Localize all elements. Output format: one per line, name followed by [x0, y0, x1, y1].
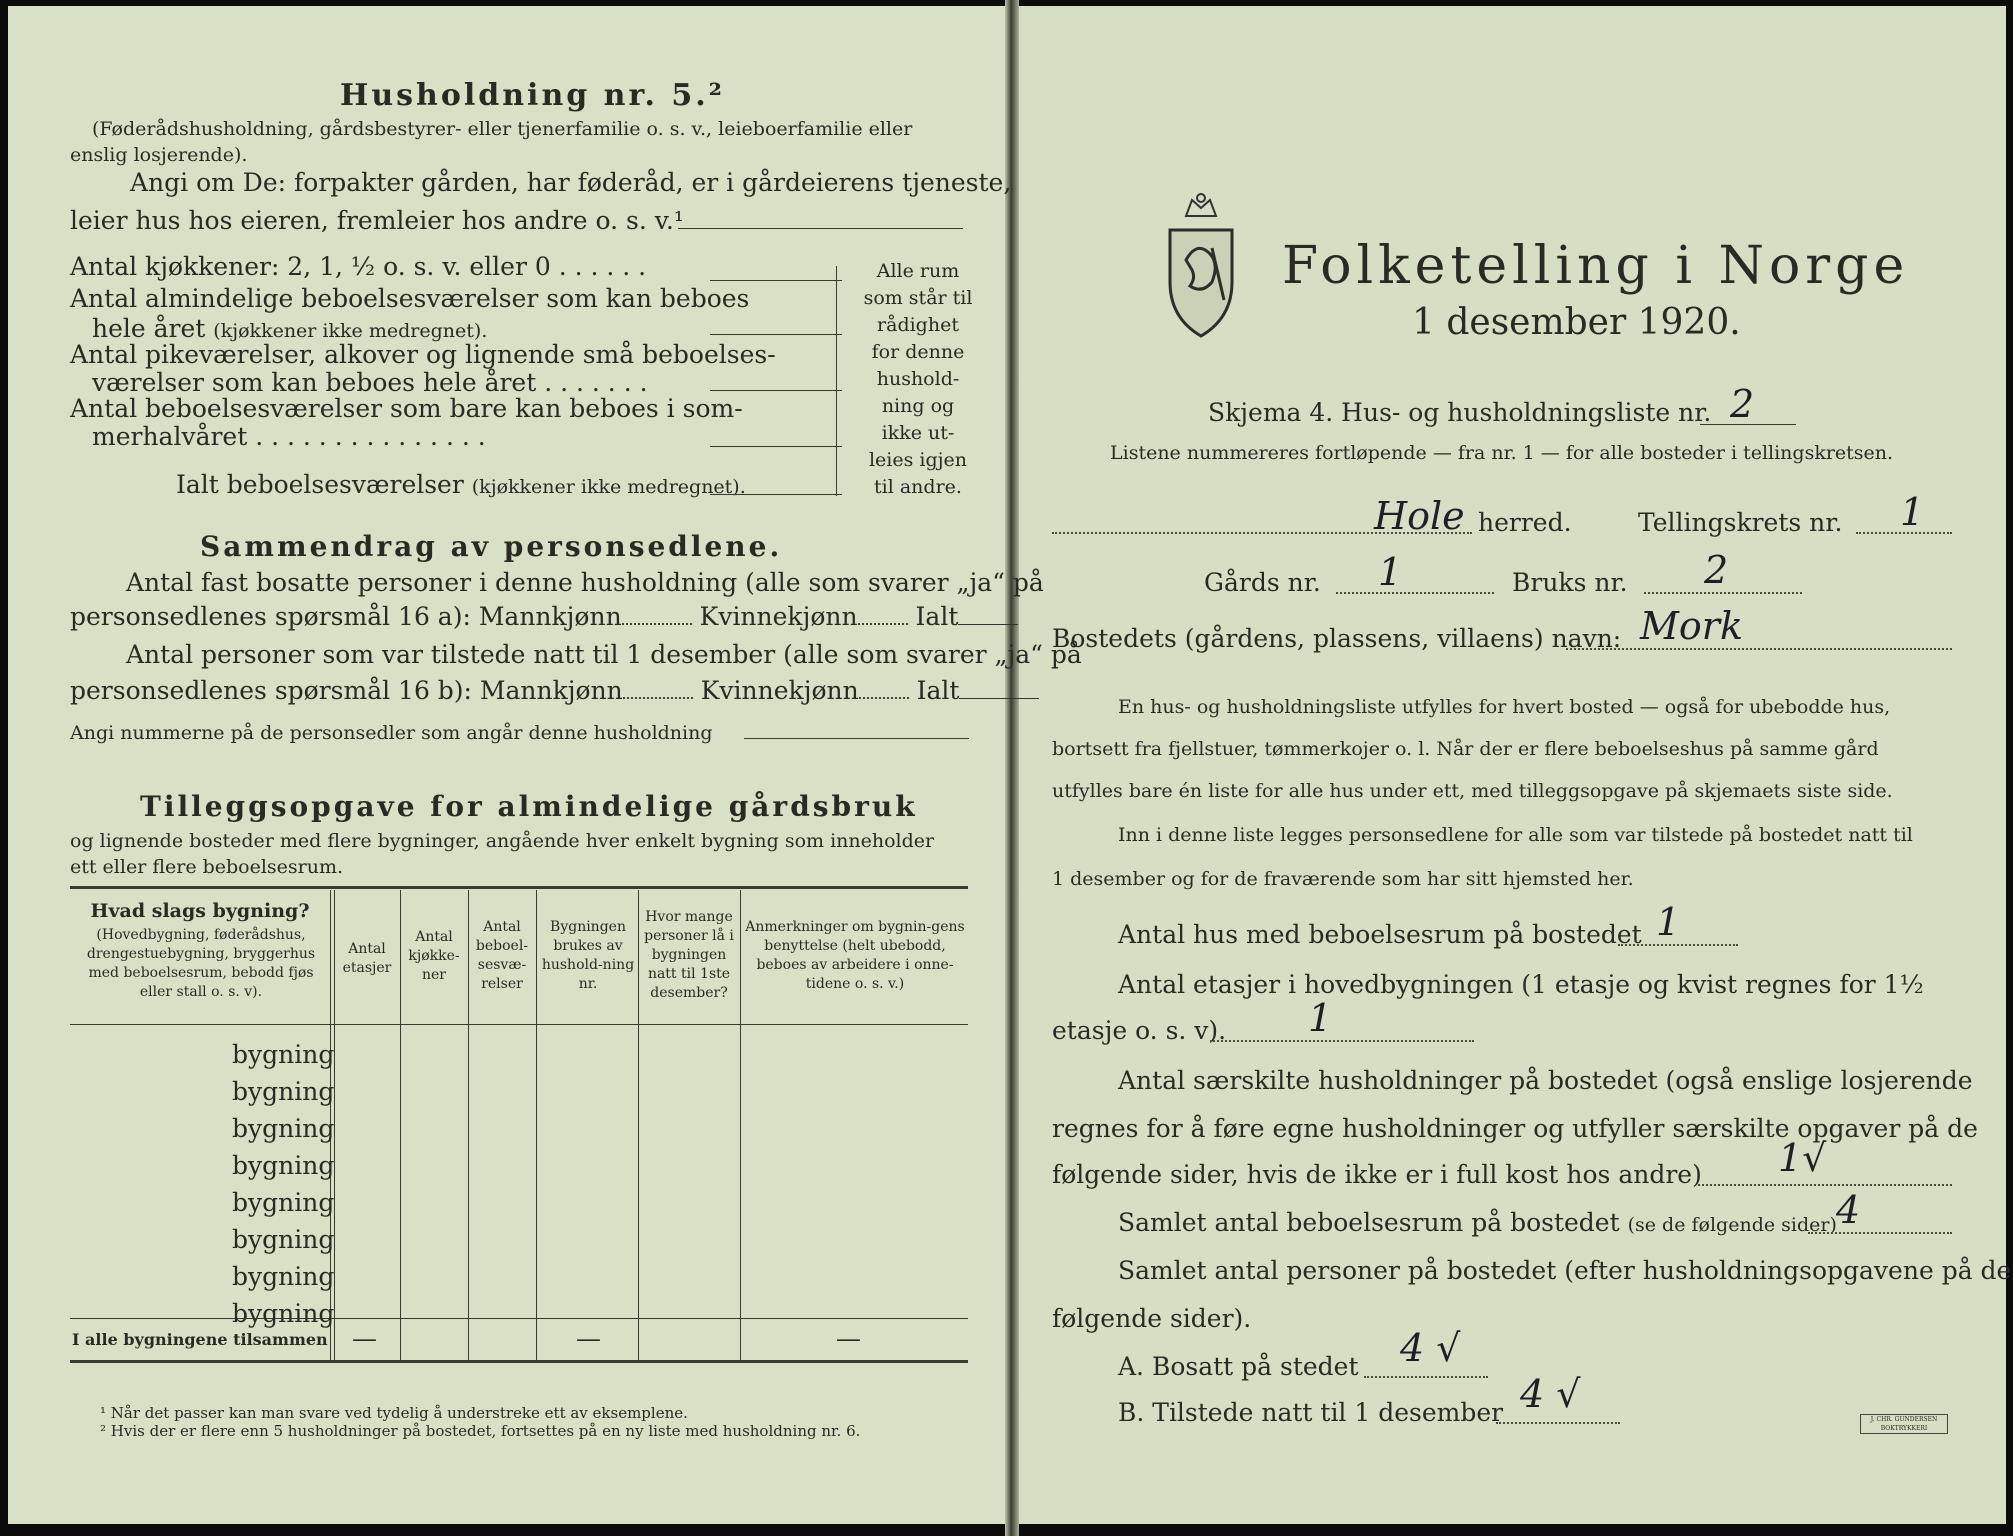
total-dash: — — [352, 1324, 377, 1353]
q-present-line[interactable] — [1496, 1422, 1620, 1424]
tillegg-line-2: ett eller flere beboelsesrum. — [70, 856, 344, 878]
bosted-label: Bostedets (gårdens, plassens, villaens) navn: — [1052, 624, 1622, 653]
instructions-1c: utfylles bare én liste for alle hus under ett, med tilleggsopgave på skjemaets siste side. — [1052, 780, 1893, 802]
table-row: bygning — [232, 1114, 335, 1143]
census-title: Folketelling i Norge — [1282, 236, 1910, 296]
census-date: 1 desember 1920. — [1412, 302, 1741, 343]
krets-value: 1 — [1900, 490, 1925, 534]
q-floors-line[interactable] — [1210, 1040, 1474, 1042]
numbering-note: Listene nummereres fortløpende — fra nr. 1 — for alle bosteder i tellingskretsen. — [1110, 442, 1894, 464]
q-present-value: 4 √ — [1520, 1372, 1581, 1416]
q-resident-value: 4 √ — [1400, 1326, 1461, 1370]
col-header-building-sub: (Hovedbygning, føderådshus, drengestuebygning, bryggerhus med beboelsesrum, bebodd fjøs eller stall o. s. v). — [86, 927, 316, 1000]
table-top-rule — [70, 886, 968, 889]
total-rooms-label: Ialt beboelsesværelser (kjøkkener ikke medregnet). — [176, 470, 746, 499]
ask-line-1: Angi om De: forpakter gården, har føderåd, er i gårdeierens tjeneste, — [130, 168, 1012, 197]
table-row: bygning — [232, 1151, 335, 1180]
footnote-2: ² Hvis der er flere enn 5 husholdninger på bostedet, fortsettes på en ny liste med husholdning nr. 6. — [100, 1422, 861, 1440]
summary-line-3: Antal personer som var tilstede natt til 1 desember (alle som svarer „ja“ på — [126, 640, 1082, 669]
rooms-3b: merhalvåret . . . . . . . . . . . . . . . — [92, 422, 486, 451]
q-rooms-label: Samlet antal beboelsesrum på bostedet (se de følgende sider) — [1118, 1208, 1837, 1237]
page-fold — [1005, 0, 1019, 1536]
q-rooms-line[interactable] — [1808, 1232, 1952, 1234]
footnote-1: ¹ Når det passer kan man svare ved tydelig å understreke ett av eksemplene. — [100, 1404, 688, 1422]
schema-label: Skjema 4. Hus- og husholdningsliste nr. — [1208, 398, 1712, 427]
table-row: bygning — [232, 1188, 335, 1217]
q-households-label-b: regnes for å føre egne husholdninger og utfyller særskilte opgaver på de — [1052, 1114, 1978, 1143]
ask-line-2: leier hus hos eieren, fremleier hos andre o. s. v.¹ — [70, 206, 684, 235]
q-floors-value: 1 — [1308, 996, 1333, 1040]
schema-number-value: 2 — [1730, 382, 1755, 426]
table-col-line — [400, 890, 401, 1360]
q-resident-line[interactable] — [1364, 1376, 1488, 1378]
rooms-1-answer-line[interactable] — [710, 334, 842, 335]
q-persons-label-b: følgende sider). — [1052, 1304, 1252, 1333]
q-resident-label: A. Bosatt på stedet — [1118, 1352, 1359, 1381]
table-bottom-rule — [70, 1360, 968, 1363]
kitchens-label: Antal kjøkkener: 2, 1, ½ o. s. v. eller 0 . . . . . . — [70, 252, 647, 281]
table-row: bygning — [232, 1225, 335, 1254]
col-header-remarks: Anmerkninger om bygnin-gens benyttelse (helt ubebodd, beboes av arbeidere i onne-tidene o. s. v.) — [745, 919, 965, 992]
rooms-1a: Antal almindelige beboelsesværelser som kan beboes — [70, 284, 750, 313]
q-floors-label-a: Antal etasjer i hovedbygningen (1 etasje og kvist regnes for 1½ — [1118, 970, 1924, 999]
table-col-line — [468, 890, 469, 1360]
herred-label: herred. — [1478, 508, 1572, 537]
herred-value: Hole — [1374, 494, 1465, 538]
q-present-label: B. Tilstede natt til 1 desember — [1118, 1398, 1504, 1427]
instructions-1a: En hus- og husholdningsliste utfylles for hvert bosted — også for ubebodde hus, — [1118, 696, 1891, 718]
col-header-persons: Hvor mange personer lå i bygningen natt til 1ste desember? — [644, 909, 734, 1001]
intro-text: (Føderådshusholdning, gårdsbestyrer- eller tjenerfamilie o. s. v., leieboerfamilie eller — [92, 118, 913, 140]
total-dash: — — [576, 1324, 601, 1353]
q-persons-label-a: Samlet antal personer på bostedet (efter husholdningsopgavene på de — [1118, 1256, 2012, 1285]
instructions-2b: 1 desember og for de fraværende som har sitt hjemsted her. — [1052, 868, 1634, 890]
kitchens-answer-line[interactable] — [710, 280, 842, 281]
tillegg-title: Tilleggsopgave for almindelige gårdsbruk — [140, 790, 918, 823]
table-row: bygning — [232, 1077, 335, 1106]
summary-line-4: personsedlenes spørsmål 16 b): Mannkjønn Kvinnekjønn Ialt — [70, 676, 1039, 705]
q-houses-line[interactable] — [1618, 944, 1738, 946]
total-rooms-answer-line[interactable] — [710, 494, 842, 495]
col-header-rooms: Antal beboel-sesvæ-relser — [475, 919, 529, 992]
table-col-line — [536, 890, 537, 1360]
printer-stamp: J. CHR. GUNDERSEN BOKTRYKKERI — [1860, 1414, 1948, 1434]
rooms-2b: værelser som kan beboes hele året . . . . . . . — [92, 368, 648, 397]
bosted-line[interactable] — [1566, 648, 1952, 650]
col-header-building: Hvad slags bygning? — [90, 900, 310, 922]
gards-line[interactable] — [1336, 592, 1494, 594]
table-col-line — [638, 890, 639, 1360]
bruks-value: 2 — [1704, 548, 1729, 592]
table-col-line — [740, 890, 741, 1360]
ask-answer-line[interactable] — [678, 228, 963, 229]
rooms-3a: Antal beboelsesværelser som bare kan beboes i som- — [70, 394, 743, 423]
tillegg-line-1: og lignende bosteder med flere bygninger, angående hver enkelt bygning som inneholder — [70, 830, 935, 852]
q-houses-label: Antal hus med beboelsesrum på bostedet — [1118, 920, 1642, 949]
col-header-kitchens: Antal kjøkke-ner — [408, 929, 460, 983]
col-header-floors: Antal etasjer — [342, 941, 392, 976]
numbers-answer-line[interactable] — [744, 738, 969, 739]
rooms-2a: Antal pikeværelser, alkover og lignende små beboelses- — [70, 340, 776, 369]
norway-coat-of-arms-icon — [1162, 190, 1240, 340]
gards-value: 1 — [1378, 550, 1403, 594]
bruks-line[interactable] — [1644, 592, 1802, 594]
rooms-3-answer-line[interactable] — [710, 446, 842, 447]
instructions-2a: Inn i denne liste legges personsedlene for alle som var tilstede på bostedet natt til — [1118, 824, 1913, 846]
bosted-value: Mork — [1640, 604, 1743, 648]
table-body-rule — [70, 1318, 968, 1319]
q-rooms-value: 4 — [1836, 1188, 1861, 1232]
col-header-household: Bygningen brukes av hushold-ning nr. — [541, 919, 635, 992]
brace-note: Alle rum som står til rådighet for denne hushold- ning og ikke ut- leies igjen til andre. — [863, 260, 973, 498]
q-floors-label-b: etasje o. s. v). — [1052, 1016, 1227, 1045]
q-households-label-c: følgende sider, hvis de ikke er i full kost hos andre) — [1052, 1160, 1702, 1189]
household-title: Husholdning nr. 5.² — [340, 78, 725, 113]
table-row: bygning — [232, 1262, 335, 1291]
q-households-value: 1√ — [1778, 1136, 1827, 1180]
summary-title: Sammendrag av personsedlene. — [200, 530, 783, 563]
gards-label: Gårds nr. — [1204, 568, 1321, 597]
q-houses-value: 1 — [1656, 900, 1681, 944]
numbers-label: Angi nummerne på de personsedler som angår denne husholdning — [70, 722, 713, 744]
summary-line-1: Antal fast bosatte personer i denne husholdning (alle som svarer „ja“ på — [126, 568, 1044, 597]
instructions-1b: bortsett fra fjellstuer, tømmerkojer o. l. Når der er flere beboelseshus på samme gård — [1052, 738, 1879, 760]
rooms-2-answer-line[interactable] — [710, 390, 842, 391]
table-row: bygning — [232, 1040, 335, 1069]
summary-line-2: personsedlenes spørsmål 16 a): Mannkjønn Kvinnekjønn Ialt — [70, 602, 1018, 631]
table-row: bygning — [232, 1299, 335, 1328]
q-households-label-a: Antal særskilte husholdninger på bostedet (også enslige losjerende — [1118, 1066, 1973, 1095]
rooms-1b: hele året (kjøkkener ikke medregnet). — [92, 314, 488, 343]
total-row-label: I alle bygningene tilsammen — [72, 1330, 328, 1349]
intro-text-2: enslig losjerende). — [70, 144, 248, 166]
total-dash: — — [836, 1324, 861, 1353]
q-households-line[interactable] — [1698, 1184, 1952, 1186]
bruks-label: Bruks nr. — [1512, 568, 1628, 597]
krets-label: Tellingskrets nr. — [1638, 508, 1843, 537]
table-header-rule — [70, 1024, 968, 1025]
brace-line — [836, 266, 837, 496]
